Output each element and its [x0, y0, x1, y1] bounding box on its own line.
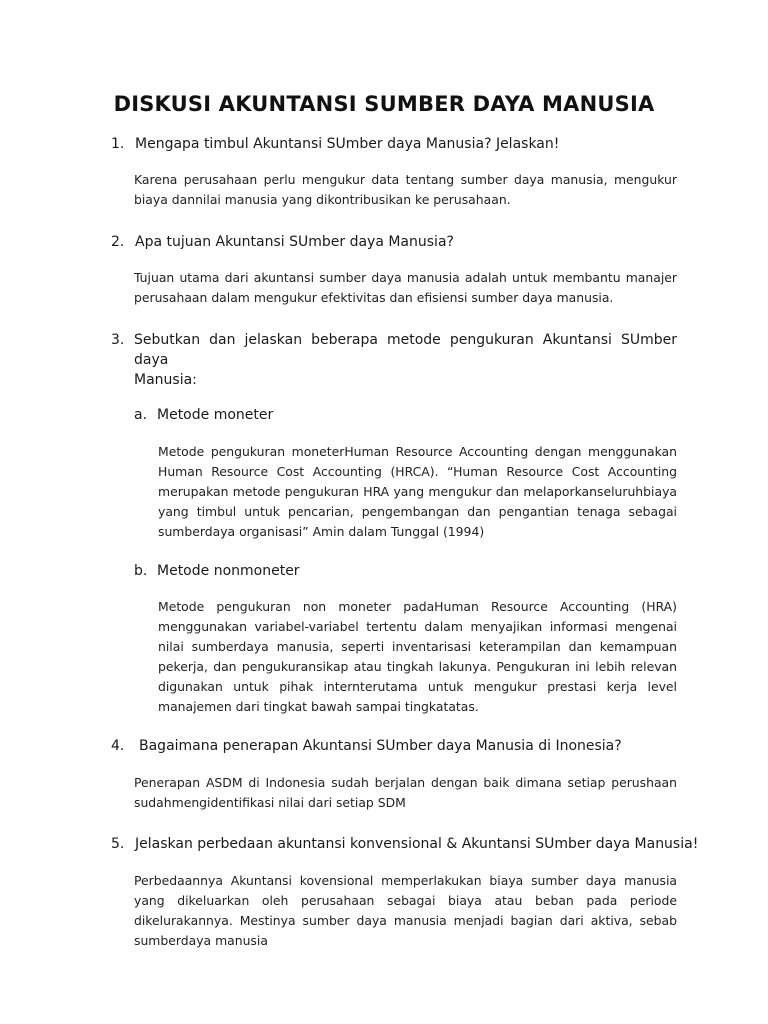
question-text: Jelaskan perbedaan akuntansi konvensional & Akuntansi SUmber daya Manusia!	[135, 836, 699, 852]
question-number: 2.	[111, 234, 125, 250]
question-number: 3.	[111, 332, 125, 348]
question-2	[111, 232, 454, 252]
answer-5: Perbedaannya Akuntansi kovensional memperlakukan biaya sumber daya manusia yang dikeluarkan oleh perusahaan sebagai biaya atau beban pada periode dikelurakannya. Mestinya sumber daya manusia menjadi bagian dari aktiva, sebab sumberdaya manusia	[134, 873, 677, 948]
question-3-text-line1: Sebutkan dan jelaskan beberapa metode pengukuran Akuntansi SUmber daya	[134, 332, 677, 368]
question-number: 4.	[111, 738, 125, 754]
question-3-text-line2: Manusia:	[134, 372, 197, 388]
subitem-letter: b.	[134, 563, 148, 579]
answer-2: Tujuan utama dari akuntansi sumber daya manusia adalah untuk membantu manajer perusahaan dalam mengukur efektivitas dan efisiensi sumber daya manusia.	[134, 270, 677, 305]
question-text: Bagaimana penerapan Akuntansi SUmber daya Manusia di Inonesia?	[139, 738, 622, 754]
question-1	[111, 134, 559, 154]
question-5	[111, 834, 698, 854]
subitem-b	[134, 561, 300, 581]
question-text: Mengapa timbul Akuntansi SUmber daya Manusia? Jelaskan!	[135, 136, 560, 152]
question-4	[111, 736, 622, 756]
answer-3a: Metode pengukuran moneterHuman Resource Accounting dengan menggunakan Human Resource Cost Accounting (HRCA). “Human Resource Cost Accounting merupakan metode pengukuran HRA yang mengukur dan melaporkanseluruhbiaya yang timbul untuk pencarian, pengembangan dan pengantian tenaga sebagai sumberdaya organisasi” Amin dalam Tunggal (1994)	[158, 444, 677, 539]
answer-1: Karena perusahaan perlu mengukur data tentang sumber daya manusia, mengukur biaya dannilai manusia yang dikontribusikan ke perusahaan.	[134, 172, 677, 207]
answer-3b: Metode pengukuran non moneter padaHuman Resource Accounting (HRA) menggunakan variabel-variabel tertentu dalam menyajikan informasi mengenai nilai sumberdaya manusia, seperti inventarisasi keterampilan dan kemampuan pekerja, dan pengukuransikap atau tingkah lakunya. Pengukuran ini lebih relevan digunakan untuk pihak internterutama untuk mengukur prestasi kerja level manajemen dari tingkat bawah sampai tingkatatas.	[158, 599, 677, 714]
question-number: 1.	[111, 136, 125, 152]
answer-4: Penerapan ASDM di Indonesia sudah berjalan dengan baik dimana setiap perushaan sudahmengidentifikasi nilai dari setiap SDM	[134, 775, 677, 810]
subitem-label: Metode nonmoneter	[157, 563, 300, 579]
subitem-label: Metode moneter	[157, 407, 274, 423]
subitem-letter: a.	[134, 407, 148, 423]
question-text: Apa tujuan Akuntansi SUmber daya Manusia?	[135, 234, 454, 250]
question-3-number	[111, 330, 135, 350]
document-title: DISKUSI AKUNTANSI SUMBER DAYA MANUSIA	[113, 92, 655, 116]
question-number: 5.	[111, 836, 125, 852]
subitem-a	[134, 405, 273, 425]
